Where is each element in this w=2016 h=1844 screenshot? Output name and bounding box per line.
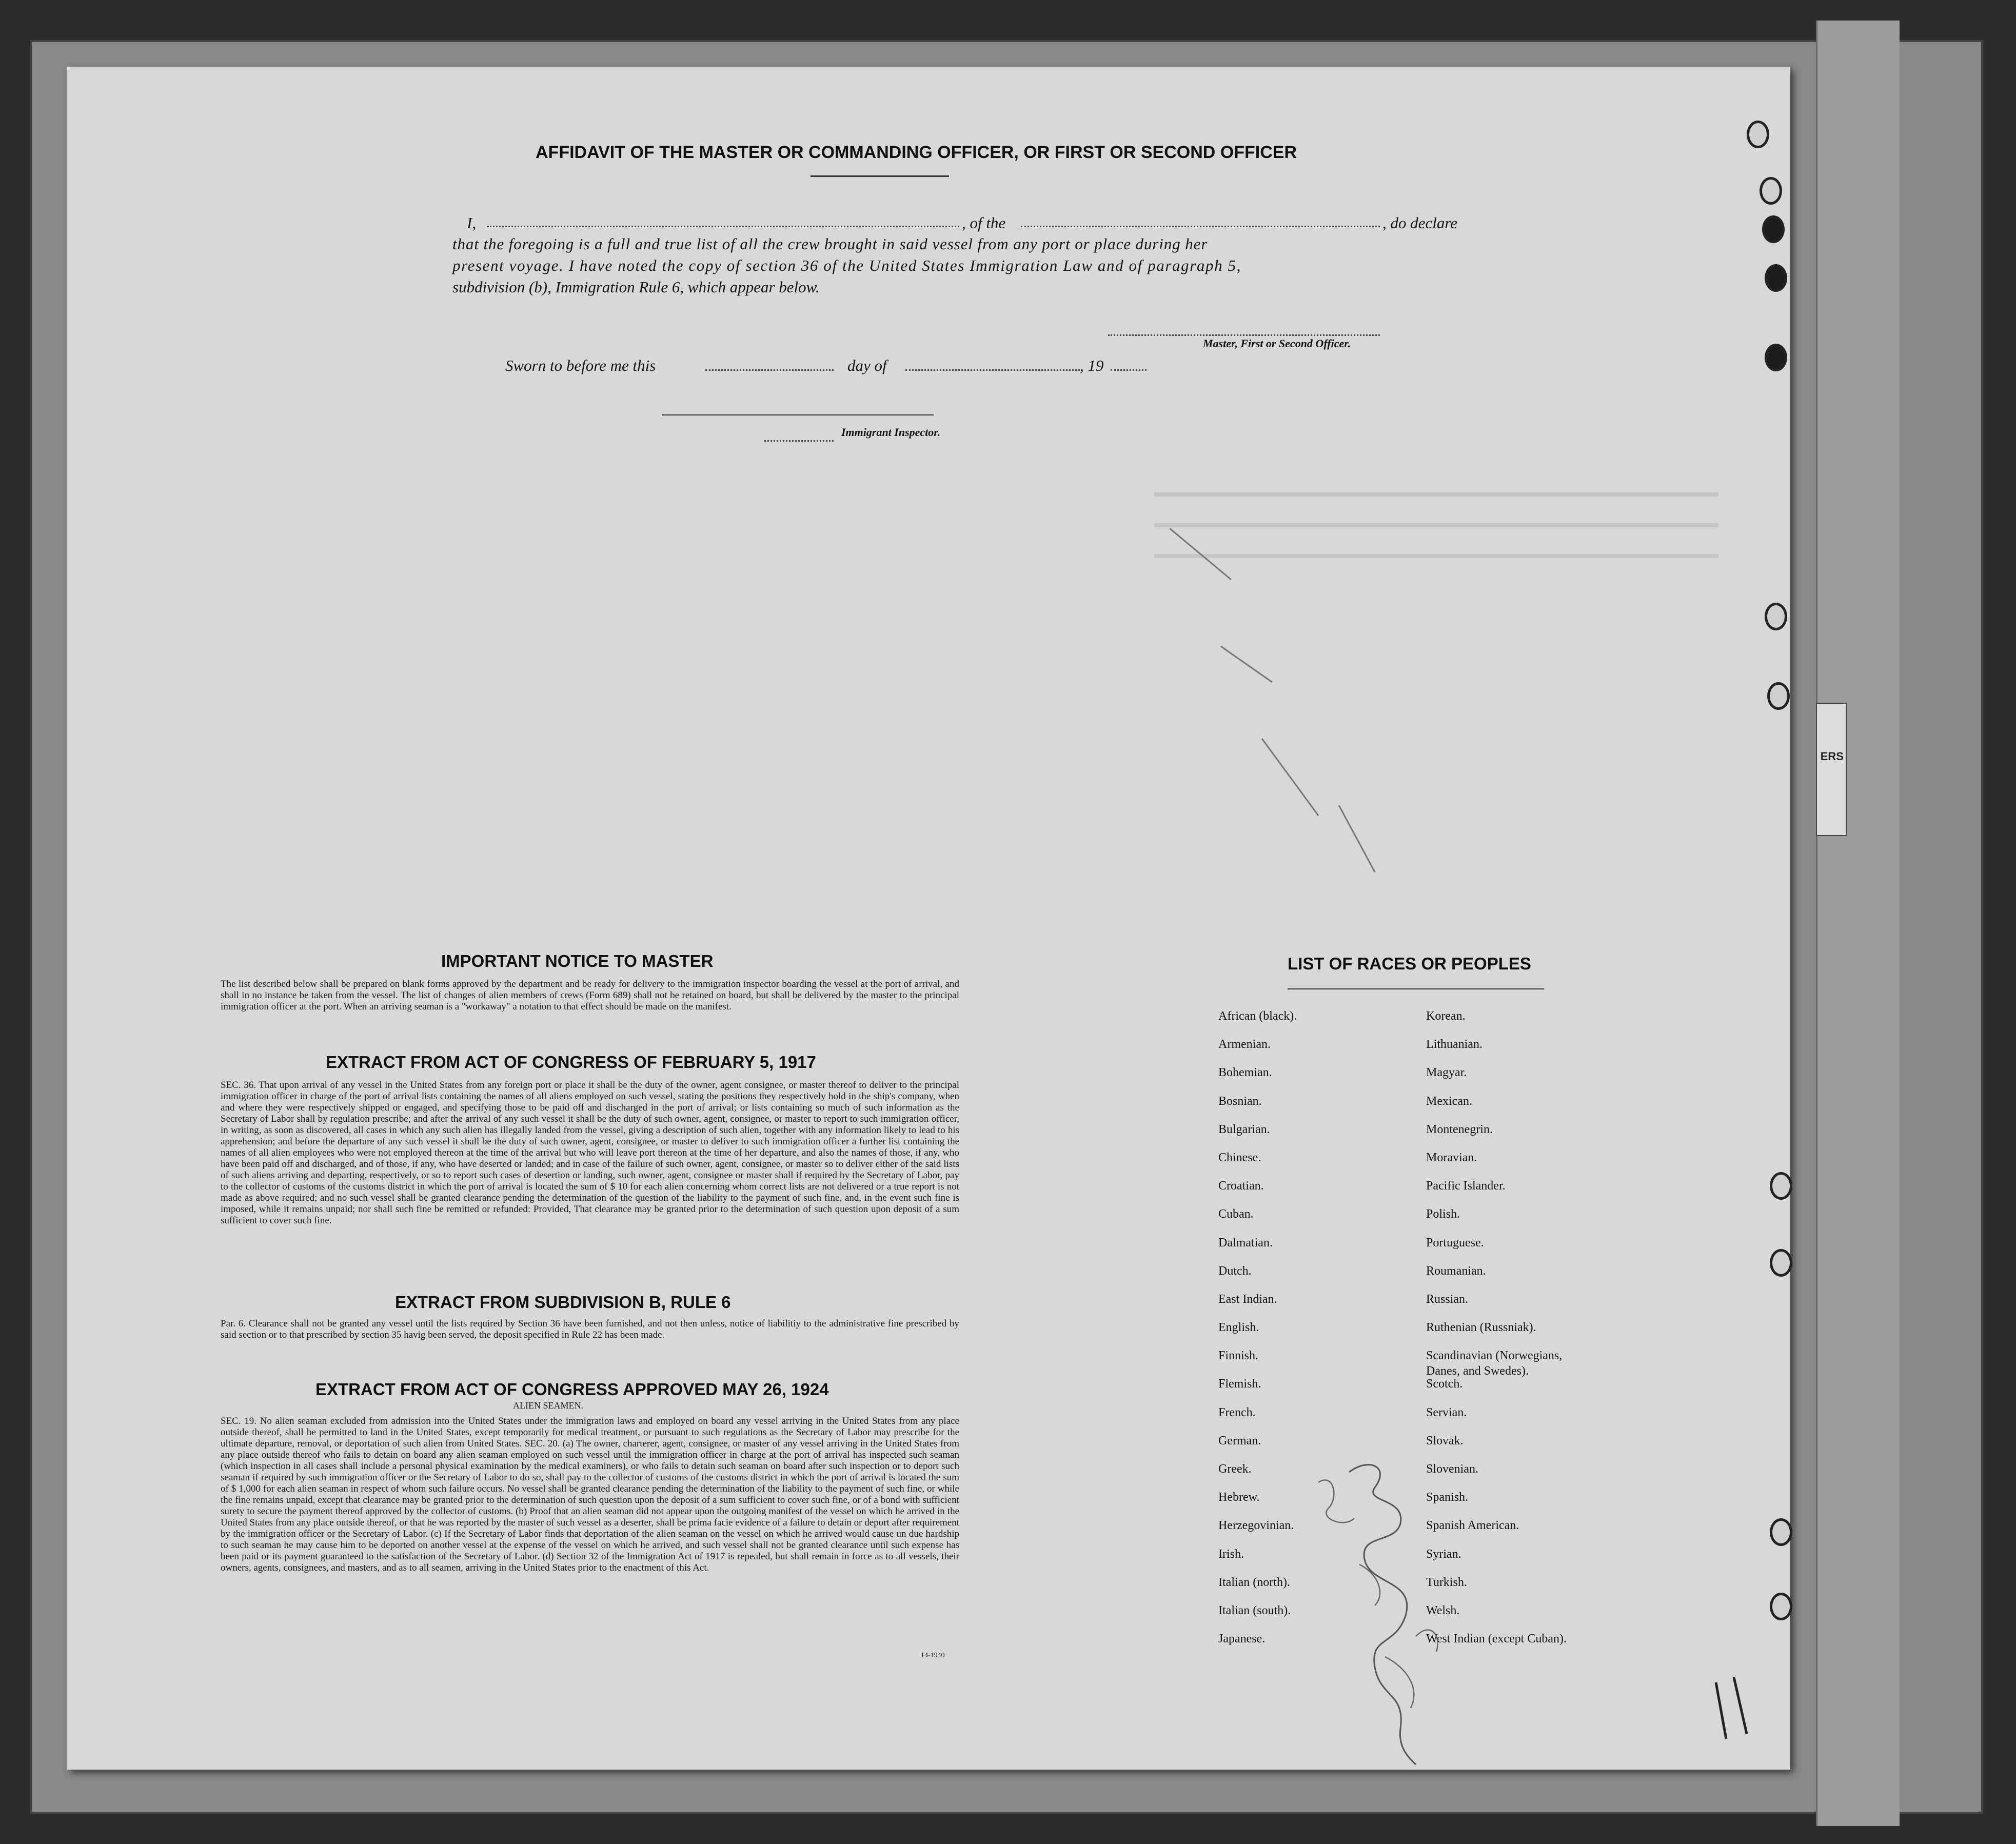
edge-tab: ERS — [1816, 703, 1847, 836]
document-page — [67, 67, 1790, 1770]
race-item: Welsh. — [1426, 1603, 1460, 1617]
race-item: Finnish. — [1218, 1349, 1259, 1363]
rule6-body: Par. 6. Clearance shall not be granted any vessel until the lists required by Section 36 have been furnished, and not then unless, notice of liabilitiy to the administrative fine prescribed by said section or to that prescribed by section 35 havig been served, the deposit specified in Rule 22 has been made. — [221, 1318, 959, 1340]
race-item: West Indian (except Cuban). — [1426, 1632, 1567, 1646]
race-item: Roumanian. — [1426, 1264, 1486, 1278]
race-item: Hebrew. — [1218, 1491, 1260, 1504]
race-item: East Indian. — [1218, 1292, 1277, 1306]
year-blank — [1111, 369, 1147, 371]
race-item: Spanish American. — [1426, 1519, 1519, 1533]
race-item: Ruthenian (Russniak). — [1426, 1321, 1536, 1335]
race-item: Flemish. — [1218, 1377, 1261, 1391]
race-item: Polish. — [1426, 1207, 1460, 1221]
master-label: Master, First or Second Officer. — [1203, 337, 1351, 350]
sworn-year: , 19 — [1080, 356, 1104, 374]
vessel-blank — [1021, 226, 1380, 227]
pencil-tally — [1706, 1677, 1752, 1744]
race-item: German. — [1218, 1434, 1261, 1448]
title-rule — [811, 175, 949, 177]
race-item: Croatian. — [1218, 1179, 1264, 1193]
punch-hole — [1747, 121, 1769, 148]
affidavit-line3: present voyage. I have noted the copy of section 36 of the United States Immigration Law and of paragraph 5, — [452, 256, 1242, 274]
race-item: Irish. — [1218, 1547, 1244, 1561]
race-item: Herzegovinian. — [1218, 1519, 1294, 1533]
race-item: Pacific Islander. — [1426, 1179, 1506, 1193]
affidavit-of-the: , of the — [962, 214, 1006, 232]
punch-hole — [1765, 344, 1787, 371]
race-item: Moravian. — [1426, 1151, 1477, 1164]
race-item: Portuguese. — [1426, 1236, 1484, 1250]
notice-body: The list described below shall be prepared on blank forms approved by the department and be ready for delivery to the immigration inspector boarding the vessel at the port of arrival, and shall in no instance be taken from the vessel. The list of changes of alien members of crews (Form 689) shall not be retained on board, but shall be delivered by the master to the principal immigration officer at the port. When an arriving seaman is a "workaway" a notation to that effect should be made on the manifest. — [221, 979, 959, 1012]
affidavit-title: AFFIDAVIT OF THE MASTER OR COMMANDING OFFICER, OR FIRST OR SECOND OFFICER — [536, 143, 1297, 162]
races-rule — [1288, 988, 1544, 989]
punch-hole — [1765, 603, 1787, 630]
punch-hole — [1770, 1249, 1792, 1277]
affidavit-i: I, — [467, 214, 477, 232]
race-item: Bulgarian. — [1218, 1122, 1270, 1136]
day-blank — [705, 369, 834, 371]
race-item: Cuban. — [1218, 1207, 1254, 1221]
race-item: Armenian. — [1218, 1038, 1271, 1052]
race-item: Korean. — [1426, 1009, 1466, 1023]
sworn-day: day of — [847, 356, 887, 374]
extract-1924-title: EXTRACT FROM ACT OF CONGRESS APPROVED MAY 26, 1924 — [315, 1380, 829, 1399]
race-item: Bosnian. — [1218, 1094, 1262, 1108]
inspector-dots — [764, 440, 834, 442]
inspector-line — [662, 414, 934, 415]
race-item: Slovenian. — [1426, 1462, 1478, 1476]
punch-hole — [1770, 1593, 1792, 1620]
punch-hole — [1760, 177, 1782, 205]
race-item: Magyar. — [1426, 1066, 1467, 1080]
affidavit-declare: , do declare — [1382, 214, 1458, 232]
race-item: Japanese. — [1218, 1632, 1266, 1646]
race-item: Scotch. — [1426, 1377, 1463, 1391]
extract-1924-subtitle: ALIEN SEAMEN. — [513, 1400, 583, 1411]
race-item: Bohemian. — [1218, 1066, 1272, 1080]
punch-hole — [1770, 1518, 1792, 1546]
punch-hole — [1762, 215, 1785, 243]
punch-hole — [1767, 682, 1790, 710]
extract-1924-body: SEC. 19. No alien seaman excluded from admission into the United States under the immigration laws and employed on board any vessel arriving in the United States from any place outside thereof, shall be permitted to land in the United States, except temporarily for medical treatment, or pursuant to such regulations as the Secretary of Labor may prescribe for the ultimate departure, removal, or deportation of such alien from United States. SEC. 20. (a) The owner, charterer, agent, consignee, or master of any vessel arriving in the United States from any place outside thereof who fails to detain on board any alien seaman employed on such vessel until the immigration officer in charge at the port of arrival has inspected such seaman (which inspection in all cases shall include a personal physical examination by the medical examiners), or who fails to detain such seaman on board after such inspection or to deport such seaman if required by such immigration officer or the Secretary of Labor to do so, shall pay to the collector of customs of the customs district in which the port of arrival is located the sum of $ 1,000 for each alien seaman in respect of whom such failure occurs. No vessel shall be granted clearance pending the determination of the liability to the payment of such fine, or while the fine remains unpaid, except that clearance may be granted prior to the determination of such question upon the deposit of a sum sufficient to cover such fine, or of a bond with sufficient surety to secure the payment thereof approved by the collector of customs. (b) Proof that an alien seaman did not appear upon the outgoing manifest of the vessel on which he arrived in the United States from any place outside thereof, or that he was reported by the master of such vessel as a deserter, shall be prima facie evidence of a failure to detain or deport after requirement by the immigration officer or the Secretary of Labor. (c) If the Secretary of Labor finds that deportation of the alien seaman on the vessel on which he arrived would cause un due hardship to such seaman he may cause him to be deported on another vessel at the expense of the vessel on which he arrived, and such vessel shall not be granted clearance until such expense has been paid or its payment guaranteed to the satisfaction of the Secretary of Labor. (d) Section 32 of the Immigration Act of 1917 is repealed, but shall remain in force as to all vessels, their owners, agents, consignees, and masters, and as to all seamen, arriving in the United States prior to the enactment of this Act. — [221, 1416, 959, 1573]
race-item: Servian. — [1426, 1405, 1467, 1419]
pencil-scribble — [1288, 1452, 1544, 1770]
sheet-edge — [1816, 21, 1900, 1826]
extract-1917-title: EXTRACT FROM ACT OF CONGRESS OF FEBRUARY 5, 1917 — [326, 1053, 816, 1072]
affidavit-line4: subdivision (b), Immigration Rule 6, which appear below. — [452, 278, 820, 296]
race-item: African (black). — [1218, 1009, 1297, 1023]
race-item: Spanish. — [1426, 1491, 1469, 1504]
month-blank — [905, 369, 1080, 371]
race-item: Russian. — [1426, 1292, 1469, 1306]
race-item: Lithuanian. — [1426, 1038, 1483, 1052]
race-item: Dutch. — [1218, 1264, 1252, 1278]
race-item: Mexican. — [1426, 1094, 1472, 1108]
race-item: Italian (south). — [1218, 1603, 1291, 1617]
race-item: French. — [1218, 1405, 1256, 1419]
inspector-label: Immigrant Inspector. — [841, 426, 941, 439]
race-item: Montenegrin. — [1426, 1122, 1493, 1136]
race-item: Dalmatian. — [1218, 1236, 1273, 1250]
race-item: Turkish. — [1426, 1575, 1467, 1589]
race-item: Scandinavian (Norwegians, Danes, and Swedes). — [1426, 1349, 1563, 1378]
affidavit-line2: that the foregoing is a full and true list of all the crew brought in said vessel from any port or place during her — [452, 235, 1208, 253]
bleed-through-mark — [1154, 492, 1718, 497]
extract-1917-body: SEC. 36. That upon arrival of any vessel in the United States from any foreign port or place it shall be the duty of the owner, agent consignee, or master thereof to deliver to the principal immigration officer in charge of the port of arrival lists containing the names of all aliens employed on such vessel, stating the positions they respectively hold in the ship's company, when and where they were respectively shipped or engaged, and specifying those to be paid off and discharged in the port of arrival; or lists containing so much of such information as the Secretary of Labor shall by regulation prescribe; and after the arrival of any such vessel it shall be the duty of such owner, agent, consignee, or master to report to such immigration officer, in writing, as soon as discovered, all cases in which any such alien has illegally landed from the vessel, giving a description of such alien, together with any information likely to lead to his apprehension; and before the departure of any such vessel it shall be the duty of such owner, agent, consignee, or master to deliver to such immigration officer a further list containing the names of all alien employees who were not employed thereon at the time of the arrival but who will leave port thereon at the time of her departure, and also the names of those, if any, who have been paid off and discharged, and of those, if any, who have deserted or landed; and in case of the failure of such owner, agent, consignee, or master so to deliver either of the said lists of such aliens arriving and departing, respectively, or so to report such cases of desertion or landing, such owner, agent, consignee or master shall if required by the Secretary of Labor, pay to the collector of customs of the customs district in which the port of arrival is located the sum of $ 10 for each alien concerning whom correct lists are not delivered or a true report is not made as above required; and no such vessel shall be granted clearance pending the determination of the question of the liability to the payment of such fine, and, in the event such fine is imposed, while it remains unpaid; nor shall such fine be remitted or refunded: Provided, That clearance may be granted prior to the determination of such question upon deposit of a sum sufficient to cover such fine. — [221, 1080, 959, 1226]
race-item: Chinese. — [1218, 1151, 1261, 1164]
race-item: Syrian. — [1426, 1547, 1461, 1561]
race-item: English. — [1218, 1321, 1259, 1335]
master-signature-line — [1108, 334, 1380, 336]
race-item: Greek. — [1218, 1462, 1252, 1476]
notice-title: IMPORTANT NOTICE TO MASTER — [441, 951, 714, 970]
punch-hole — [1770, 1172, 1792, 1200]
punch-hole — [1765, 264, 1787, 292]
race-item: Italian (north). — [1218, 1575, 1290, 1589]
races-title: LIST OF RACES OR PEOPLES — [1288, 954, 1531, 973]
pencil-strokes — [1170, 518, 1400, 903]
race-item: Slovak. — [1426, 1434, 1464, 1448]
rule6-title: EXTRACT FROM SUBDIVISION B, RULE 6 — [395, 1293, 731, 1312]
name-blank — [487, 226, 959, 227]
form-number: 14-1940 — [921, 1652, 945, 1659]
sworn-prefix: Sworn to before me this — [505, 356, 656, 374]
